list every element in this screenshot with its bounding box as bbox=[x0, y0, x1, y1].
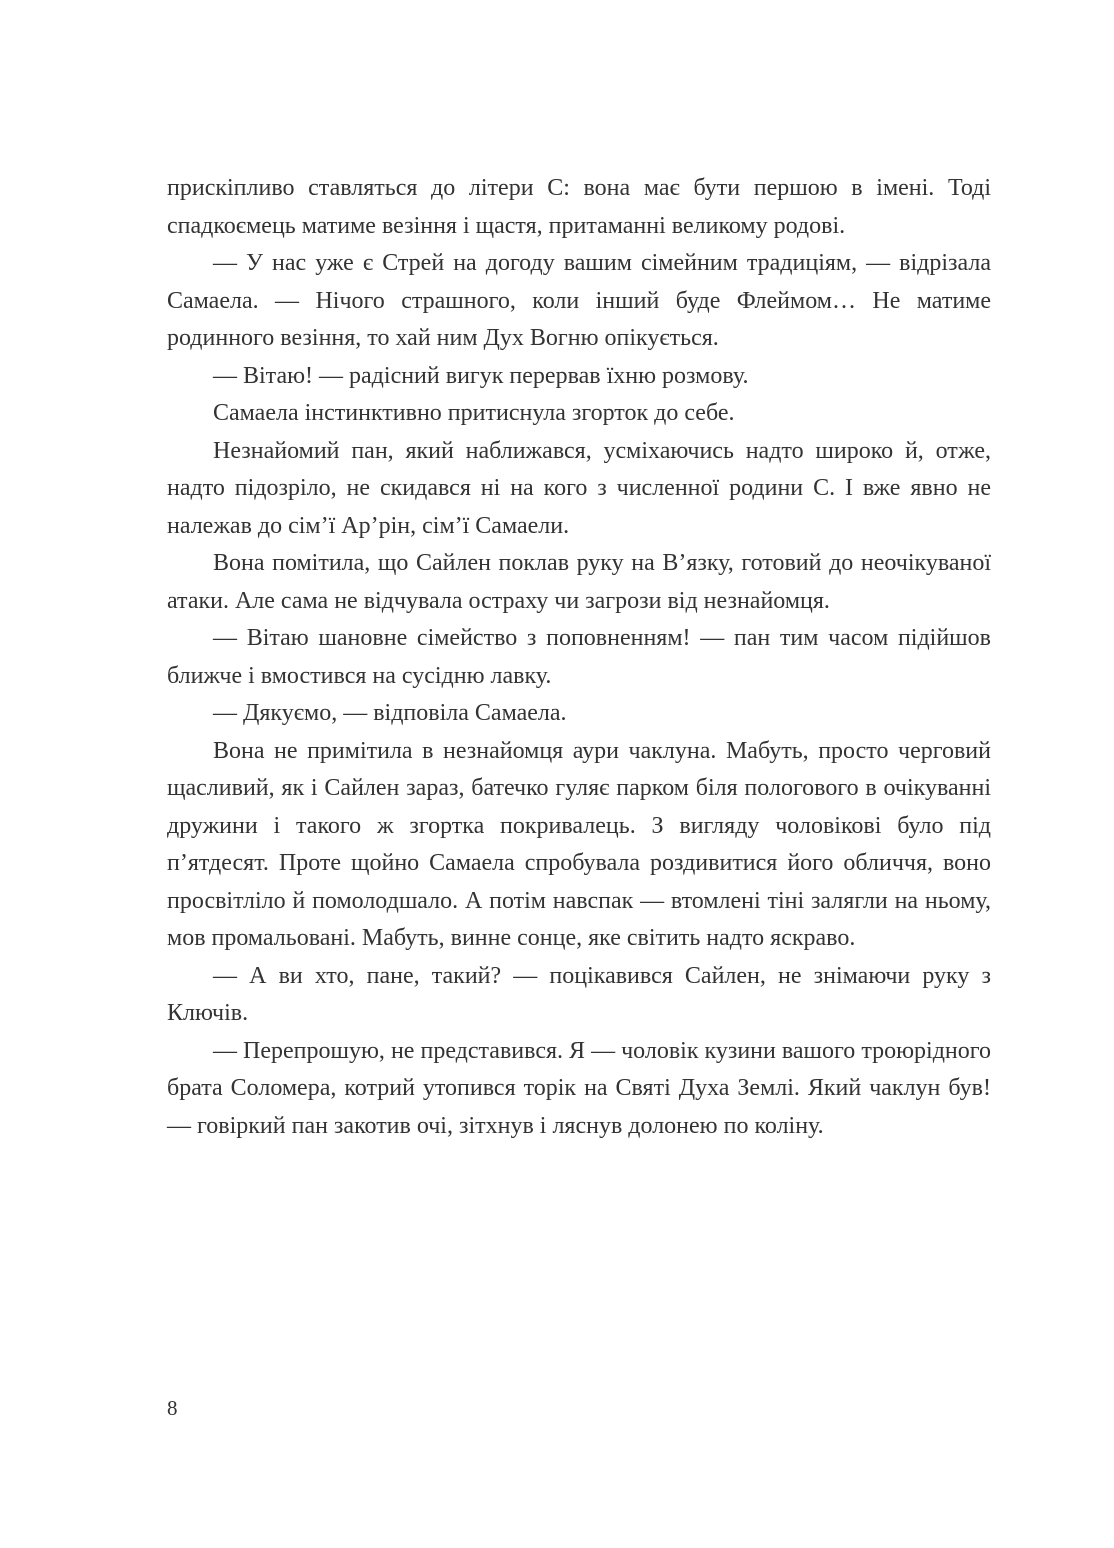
paragraph: — А ви хто, пане, такий? — поцікавився Сайлен, не знімаючи руку з Ключів. bbox=[167, 962, 991, 1026]
paragraph: — Вітаю шановне сімейство з поповненням! — пан тим часом підійшов ближче і вмостився на сусідню лавку. bbox=[167, 625, 991, 689]
paragraph: — Дякуємо, — відповіла Самаела. bbox=[213, 700, 567, 726]
paragraph: — Перепрошую, не представився. Я — чоловік кузини вашого троюрідного брата Соломера, котрий утопився торік на Святі Духа Землі. Який чаклун був! — говіркий пан закотив очі, зітхнув і ляснув долонею по коліну. bbox=[167, 1037, 991, 1139]
paragraph: — У нас уже є Стрей на догоду вашим сімейним традиціям, — відрізала Самаела. — Нічого страшного, коли інший буде Флеймом… Не матиме родинного везіння, то хай ним Дух Вогню опікується. bbox=[167, 250, 991, 351]
body-text-block bbox=[167, 170, 991, 1145]
page-number: 8 bbox=[167, 1396, 178, 1420]
paragraph: Самаела інстинктивно притиснула згорток до себе. bbox=[213, 400, 735, 426]
paragraph: Вона не примітила в незнайомця аури чаклуна. Мабуть, просто черговий щасливий, як і Сайлен зараз, батечко гуляє парком біля пологового в очікуванні дружини і такого ж згортка покривалець. З вигляду чоловікові було під п’ятдесят. Проте щойно Самаела спробувала роздивитися його обличчя, воно просвітліло й помолодшало. А потім навспак — втомлені тіні залягли на ньому, мов промальовані. Мабуть, винне сонце, яке світить надто яскраво. bbox=[167, 737, 991, 951]
paragraph: Незнайомий пан, який наближався, усміхаючись надто широко й, отже, надто підозріло, не скидався ні на кого з численної родини С. І вже явно не належав до сім’ї Ар’рін, сім’ї Самаели. bbox=[167, 437, 991, 539]
paragraph: — Вітаю! — радісний вигук перервав їхню розмову. bbox=[213, 362, 749, 389]
paragraph: прискіпливо ставляться до літери С: вона має бути першою в імені. Тоді спадкоємець матиме везіння і щастя, притаманні великому родові. bbox=[167, 175, 991, 239]
paragraph: Вона помітила, що Сайлен поклав руку на В’язку, готовий до неочікуваної атаки. Але сама не відчувала остраху чи загрози від незнайомця. bbox=[167, 550, 991, 614]
